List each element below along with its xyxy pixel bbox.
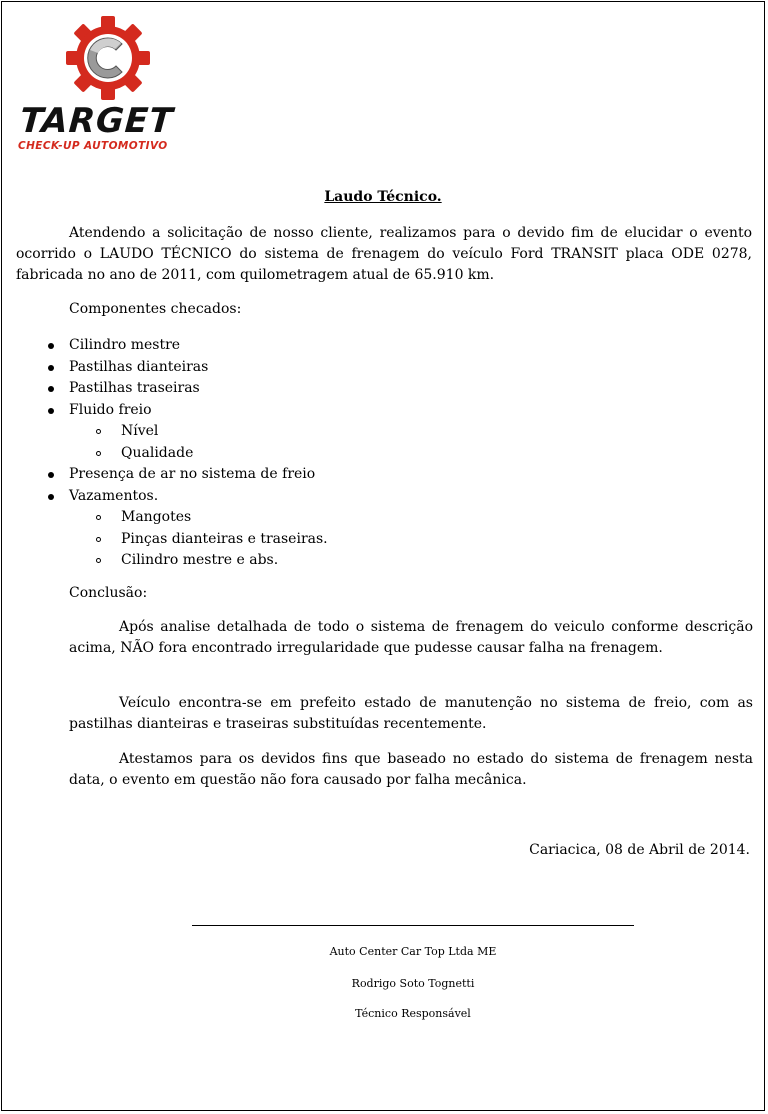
- sub-list-item: Pinças dianteiras e traseiras.: [46, 529, 328, 551]
- document-page: [1, 1, 765, 1111]
- conclusion-paragraph-1: Após analise detalhada de todo o sistema de frenagem do veiculo conforme descrição acima, NÃO fora encontrado irregularidade que pudesse causar falha na frenagem.: [69, 619, 753, 656]
- logo-brand-text: TARGET: [18, 101, 175, 141]
- signature-role: Técnico Responsável: [355, 1007, 471, 1020]
- logo-tagline: CHECK-UP AUTOMOTIVO: [18, 140, 168, 152]
- conclusion-paragraph-3: Atestamos para os devidos fins que baseado no estado do sistema de frenagem nesta data, o evento em questão não fora causado por falha mecânica.: [69, 751, 753, 788]
- document-title: Laudo Técnico.: [324, 189, 442, 205]
- list-item: Fluido freio: [46, 400, 328, 422]
- list-item: Vazamentos.: [46, 486, 328, 508]
- list-item: Presença de ar no sistema de freio: [46, 464, 328, 486]
- sub-list-item: Cilindro mestre e abs.: [46, 550, 328, 572]
- signature-company: Auto Center Car Top Ltda ME: [329, 945, 497, 958]
- sub-list-item: Mangotes: [46, 507, 328, 529]
- list-item: Cilindro mestre: [46, 335, 328, 357]
- components-list: [46, 335, 328, 572]
- sub-list-item: Nível: [46, 421, 328, 443]
- sub-list-item: Qualidade: [46, 443, 328, 465]
- list-item: Pastilhas dianteiras: [46, 357, 328, 379]
- list-item: Pastilhas traseiras: [46, 378, 328, 400]
- conclusion-paragraph-2: Veículo encontra-se em prefeito estado de manutenção no sistema de freio, com as pastilhas dianteiras e traseiras substituídas recentemente.: [69, 695, 753, 732]
- company-logo: [16, 14, 206, 156]
- gear-logo-icon: [16, 14, 206, 106]
- signature-line: [192, 925, 634, 926]
- components-label: Componentes checados:: [69, 301, 242, 317]
- intro-paragraph: Atendendo a solicitação de nosso cliente, realizamos para o devido fim de elucidar o evento ocorrido o LAUDO TÉCNICO do sistema de frenagem do veículo Ford TRANSIT placa ODE 0278, fabricada no ano de 2011, com quilometragem atual de 65.910 km.: [16, 225, 752, 283]
- conclusion-label: Conclusão:: [69, 585, 148, 601]
- signature-name: Rodrigo Soto Tognetti: [351, 977, 475, 990]
- document-date: Cariacica, 08 de Abril de 2014.: [529, 842, 750, 858]
